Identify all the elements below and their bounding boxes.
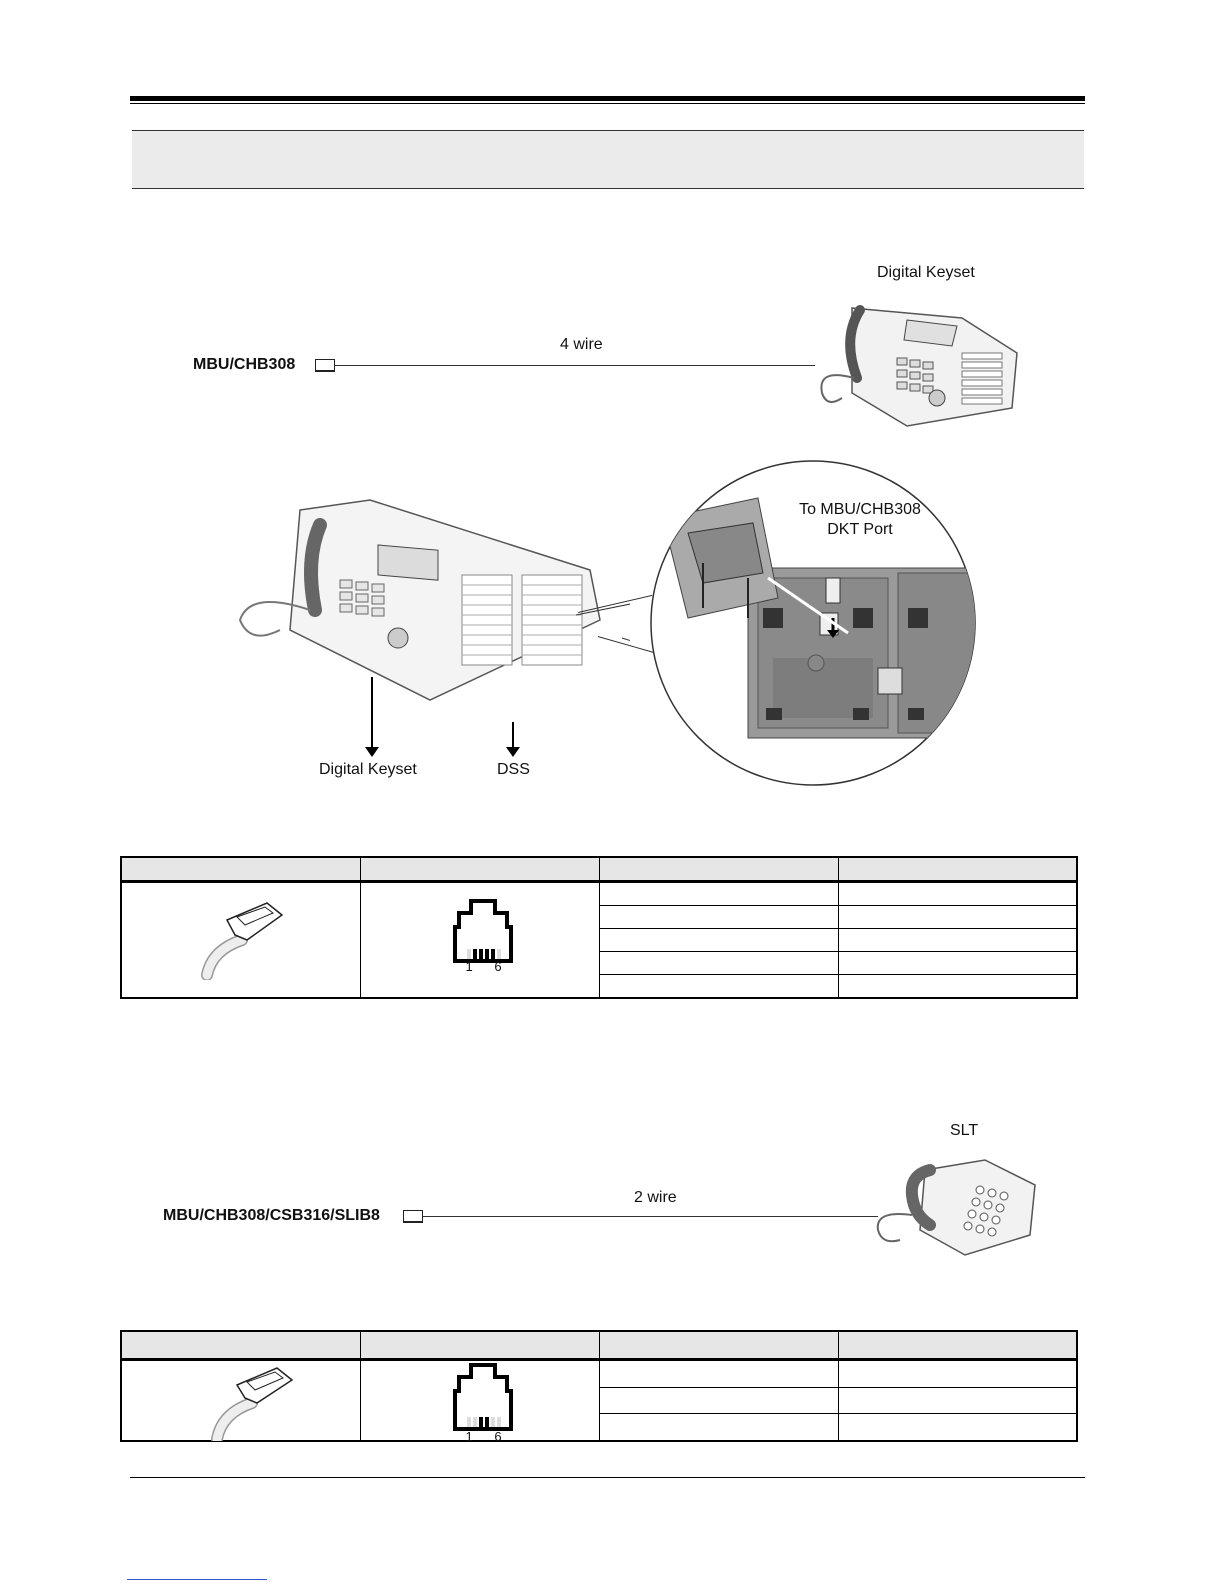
pin-table-4wire	[120, 856, 1078, 999]
table2-cell	[838, 1359, 1077, 1387]
keyset-arrow-head	[365, 747, 379, 757]
table1-plug-cell	[121, 882, 360, 999]
table1-cell	[599, 952, 838, 975]
table1-cell	[838, 929, 1077, 952]
slt-phone-illustration	[870, 1155, 1045, 1260]
pin-table-2wire	[120, 1330, 1078, 1442]
rj-plug-icon	[207, 1363, 307, 1441]
table2-header-2	[360, 1331, 599, 1359]
table2-cell	[599, 1359, 838, 1387]
source-label-mbu: MBU/CHB308	[193, 356, 296, 373]
jack-pin-numbers: 1 6	[465, 1428, 502, 1444]
table1-cell	[599, 929, 838, 952]
cable-4wire	[335, 365, 815, 366]
wire-label-2: 2 wire	[634, 1189, 677, 1206]
header-rule-thin	[130, 103, 1085, 104]
port-label: To MBU/CHB308 DKT Port	[799, 501, 921, 538]
table1-cell	[599, 882, 838, 906]
wire-label-4: 4 wire	[560, 336, 603, 353]
table1-header-4	[838, 857, 1077, 882]
table2-cell	[599, 1414, 838, 1441]
connector-icon	[315, 359, 335, 372]
slt-label: SLT	[950, 1122, 979, 1139]
dss-arrow-head	[506, 747, 520, 757]
table1-cell	[838, 882, 1077, 906]
table2-header-4	[838, 1331, 1077, 1359]
jack-pin-numbers: 1 6	[465, 959, 502, 974]
table1-cell	[838, 906, 1077, 929]
table1-header-2	[360, 857, 599, 882]
header-rule-thick	[130, 96, 1085, 101]
cable-2wire	[423, 1216, 878, 1217]
table1-cell	[838, 952, 1077, 975]
footer-rule	[130, 1477, 1085, 1478]
keyset-arrow-line	[371, 677, 373, 749]
digital-keyset-caption: Digital Keyset	[319, 761, 417, 778]
digital-keyset-illustration	[812, 298, 1022, 430]
table1-cell	[599, 975, 838, 999]
source-label-slt: MBU/CHB308/CSB316/SLIB8	[163, 1207, 380, 1224]
rj-plug-icon	[197, 895, 297, 980]
digital-keyset-label: Digital Keyset	[877, 264, 975, 281]
connector-icon	[403, 1210, 423, 1223]
dss-arrow-line	[512, 722, 514, 749]
table2-cell	[838, 1414, 1077, 1441]
footer-link-underline[interactable]	[127, 1579, 267, 1580]
rj-jack-icon	[453, 1363, 513, 1433]
table2-jack-cell	[360, 1359, 599, 1444]
keyset-dss-illustration	[230, 470, 630, 710]
section-header-band	[132, 130, 1084, 189]
table1-cell	[599, 906, 838, 929]
table2-cell	[599, 1387, 838, 1414]
table1-header-1	[121, 857, 360, 882]
table1-header-3	[599, 857, 838, 882]
table2-header-3	[599, 1331, 838, 1359]
table1-cell	[838, 975, 1077, 999]
dss-caption: DSS	[497, 761, 530, 778]
table1-jack-cell	[360, 882, 599, 999]
table2-header-1	[121, 1331, 360, 1359]
table2-cell	[838, 1387, 1077, 1414]
table2-plug-cell	[121, 1359, 360, 1441]
